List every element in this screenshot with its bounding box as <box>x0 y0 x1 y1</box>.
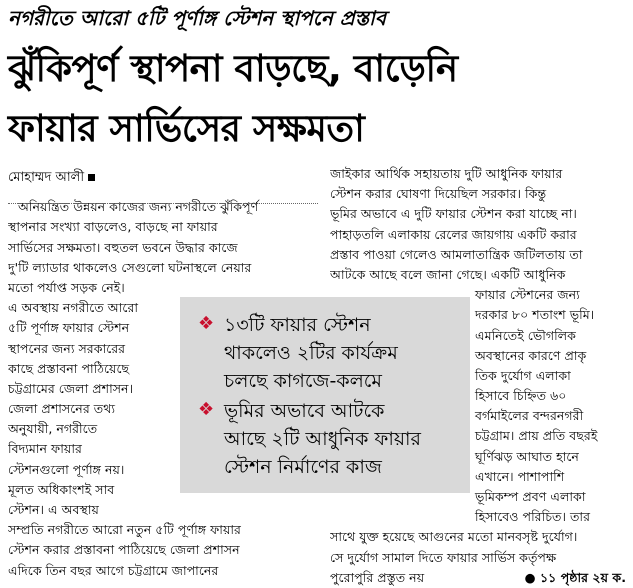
body-line: এদিকে তিন বছর আগে চট্টগ্রামে জাপানের <box>8 562 219 578</box>
body-line: স্টেশন করার ঘোষণা দিয়েছিল সরকার। কিন্তু <box>330 186 547 202</box>
body-line: পাহাড়তলি এলাকায় রেলের জায়গায় একটি করার <box>330 226 577 242</box>
pull-quote-line: থাকলেও ২টির কার্যক্রম <box>224 342 398 364</box>
body-line: এখানে। পাশাপাশি <box>475 468 565 484</box>
body-line: জাইকার আর্থিক সহায়তায় দুটি আধুনিক ফায়ার <box>330 166 563 181</box>
body-line: প্রস্তাব পাওয়া গেলেও আমলাতান্ত্রিক জটিলতায় তা <box>330 246 583 262</box>
body-line: দরকার ৮০ শতাংশ ভূমি। <box>475 307 595 323</box>
body-line: হিসাবে চিহ্নিত ৬০ <box>475 388 567 404</box>
body-line: অনিয়ন্ত্রিত উন্নয়ন কাজের জন্য নগরীতে ঝুঁকিপূর্ণ <box>18 199 259 215</box>
pull-quote-line: ১৩টি ফায়ার স্টেশন <box>224 314 371 336</box>
body-line: তিক দুর্যোগ এলাকা <box>475 367 571 383</box>
headline-line-1: ঝুঁকিপূর্ণ স্থাপনা বাড়ছে, বাড়েনি <box>8 47 458 90</box>
body-line: স্টেশনগুলো পূর্ণাঙ্গ নয়। <box>8 461 125 477</box>
body-line: মতো পর্যাপ্ত সড়ক নেই। <box>8 279 125 295</box>
pull-quote-line: ভূমির অভাবে আটকে <box>224 400 385 422</box>
body-line: সম্প্রতি নগরীতে আরো নতুন ৫টি পূর্ণাঙ্গ ফায়ার <box>8 522 241 538</box>
body-line: মূলত অধিকাংশই সাব <box>8 481 115 497</box>
pull-quote-line: আছে ২টি আধুনিক ফায়ার <box>224 428 421 450</box>
kicker: নগরীতে আরো ৫টি পূর্ণাঙ্গ স্টেশন স্থাপনে প্রস্তাব <box>8 6 386 30</box>
continued-marker: ● ১১ পৃষ্ঠার ২য় ক. <box>524 569 626 585</box>
byline: মোহাম্মদ আলী <box>8 168 318 188</box>
body-line: সে দুর্যোগ সামাল দিতে ফায়ার সার্ভিস কর্তৃপক্ষ <box>330 549 557 565</box>
body-line: ভূমিকম্প প্রবণ এলাকা <box>475 489 586 504</box>
body-line: স্টেশন করার প্রস্তাবনা পাঠিয়েছে জেলা প্রশাসন <box>8 542 240 558</box>
body-line: হিসাবেও পরিচিত। তার <box>475 509 590 525</box>
body-line: সাথে যুক্ত হয়েছে আগুনের মতো মানবসৃষ্ট দুর্যোগ। <box>330 529 578 545</box>
body-line: চট্টগ্রাম। প্রায় প্রতি বছরই <box>475 428 598 444</box>
body-line: ৫টি পূর্ণাঙ্গ ফায়ার স্টেশন <box>8 320 130 336</box>
pull-quote-line: স্টেশন নির্মাণের কাজ <box>224 456 382 478</box>
byline-divider <box>8 203 318 204</box>
body-line: এমনিতেই ভৌগলিক <box>475 327 576 343</box>
pull-quote-box <box>180 297 470 493</box>
body-line: জেলা প্রশাসনের তথ্য <box>8 401 116 417</box>
body-line: ভূমির অভাবে এ দুটি ফায়ার স্টেশন করা যাচ্ছে না। <box>330 206 577 222</box>
body-line: স্টেশন। এ অবস্থায় <box>8 502 99 517</box>
body-line: আটকে আছে বলে জানা গেছে। একটি আধুনিক <box>330 266 566 282</box>
body-line: স্থাপনার সংখ্যা বাড়লেও, বাড়ছে না ফায়ার <box>8 219 218 235</box>
body-line: অনুযায়ী, নগরীতে <box>8 421 98 437</box>
body-line: ফায়ার স্টেশনের জন্য <box>475 287 580 303</box>
body-line: এ অবস্থায় নগরীতে আরো <box>8 300 139 316</box>
diamond-bullet-icon: ❖ <box>198 313 215 334</box>
body-line: কাছে প্রস্তাবনা পাঠিয়েছে <box>8 360 130 376</box>
body-line: অবস্থানের কারণে প্রাকৃ <box>475 347 587 363</box>
body-line: সার্ভিসের সক্ষমতা। বহুতল ভবনে উদ্ধার কাজে <box>8 239 238 255</box>
diamond-bullet-icon: ❖ <box>198 399 215 420</box>
pull-quote-line: চলছে কাগজে-কলমে <box>224 370 382 392</box>
body-line: দু'টি ল্যাডার থাকলেও সেগুলো ঘটনাস্থলে নেয়ার <box>8 259 252 275</box>
byline-square-icon <box>88 174 95 181</box>
body-line: স্থাপনের জন্য সরকারের <box>8 340 126 356</box>
body-line: বর্গমাইলের বন্দরনগরী <box>475 408 584 424</box>
body-line: ঘূর্ণিঝড় আঘাত হানে <box>475 448 579 464</box>
body-line-last: পুরোপুরি প্রস্তুত নয় ● ১১ পৃষ্ঠার ২য় ক. <box>330 568 626 588</box>
headline-line-2: ফায়ার সার্ভিসের সক্ষমতা <box>8 107 365 150</box>
body-line: বিদ্যমান ফায়ার <box>8 441 82 457</box>
body-line: চট্টগ্রামের জেলা প্রশাসন। <box>8 380 134 396</box>
